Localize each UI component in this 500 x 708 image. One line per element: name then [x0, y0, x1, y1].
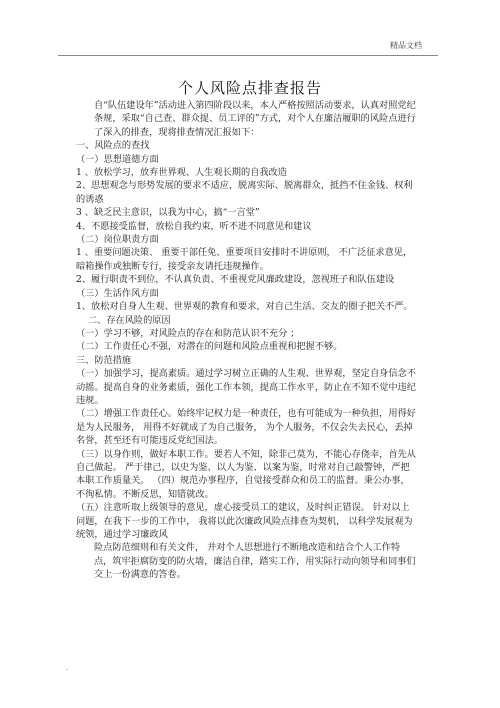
list-item: 3 、缺乏民主意识，以我为中心，搞“一言堂”	[76, 207, 260, 219]
intro-paragraph: 自“队伍建设年”活动进入第四阶段以来，本人严格按照活动要求，认真对照党纪条规，采取“自己查、群众提、员工评的”方式，对个人在廉洁履职的风险点进行了深入的排查，现将排查情况汇报如下：	[94, 100, 416, 138]
footer-mark: .	[66, 664, 69, 672]
closing-paragraph: 险点防范细则和有关文件， 并对个人思想进行不断地改造和结合个人工作特点，筑牢拒腐防变的防火墙，廉洁自律，踏实工作，用实际行动向领导和同事们交上一份满意的答卷。	[94, 542, 416, 581]
header-rule	[58, 55, 438, 56]
section-heading: 一、风险点的查找	[76, 140, 150, 152]
header-watermark: 精品文档	[390, 41, 422, 50]
measure-paragraph: （三）以身作则，做好本职工作。要若人不知，除非己莫为，不能心存侥幸，首先从自己做起。 严于律己，以史为鉴、以人为鉴、以案为鉴，时常对自己敲警钟，严把本职工作质量关。 （四）规范办事程序，自觉接受群众和员工的监督。秉公办事，不徇私情。不断反思，知错就改。	[76, 448, 416, 500]
section-heading: 三、防范措施	[76, 354, 132, 366]
subsection-heading: （三）生活作风方面	[76, 287, 159, 299]
measure-paragraph: （二）增强工作责任心。始终牢记权力是一种责任，也有可能成为一种负担，用得好是为人民服务， 用得不好就成了为自己服务， 为个人服务，不仅会失去民心，丢掉名誉，甚至还有可能违反党纪国法。	[76, 408, 416, 447]
list-item: （一）学习不够，对风险点的存在和防范认识不充分 ；	[76, 327, 300, 339]
subsection-heading: （一）思想道德方面	[76, 153, 159, 165]
document-body	[76, 99, 416, 582]
page-title: 个人风险点排查报告	[177, 79, 322, 97]
list-item: 2、思想观念与形势发展的要求不适应，脱离实际、脱离群众，抵挡不住金钱、权利的诱惑	[76, 180, 413, 205]
section-heading: 二、存在风险的原因	[88, 314, 171, 326]
subsection-heading: （二）岗位职责方面	[76, 234, 159, 246]
list-item: 4、不愿接受监督，放松自我约束，听不进不同意见和建议	[76, 220, 312, 232]
list-item: 1 、重要问题决策、 重要干部任免、重要项目安排时不讲原则， 不广泛征求意见，暗箱操作或独断专行，接受亲友请托违规操作。	[76, 247, 413, 272]
list-item: 1、放松对自身人生观、世界观的教育和要求，对自己生活、交友的圈子把关不严。	[76, 301, 413, 313]
measure-paragraph: （五）注意听取上级领导的意见，虚心接受员工的建议，及时纠正错误。 针对以上问题，在我下一步的工作中， 我将以此次廉政风险点排查为契机， 以科学发展观为统领，通过学习廉政风	[76, 502, 413, 540]
list-item: 1 、放松学习，放弃世界观、人生观长期的自我改造	[76, 167, 287, 179]
list-item: （二）工作责任心不强，对潜在的问题和风险点重视和把握不够。	[76, 341, 343, 353]
measure-paragraph: （一）加强学习，提高素质。通过学习树立正确的人生观、世界观，坚定自身信念不动摇。提高自身的业务素质，强化工作本领，提高工作水平，防止在不知不觉中违纪违规。	[76, 368, 416, 406]
list-item: 2、履行职责不到位，不认真负责、不重视党风廉政建设，忽视班子和队伍建设	[76, 274, 395, 286]
